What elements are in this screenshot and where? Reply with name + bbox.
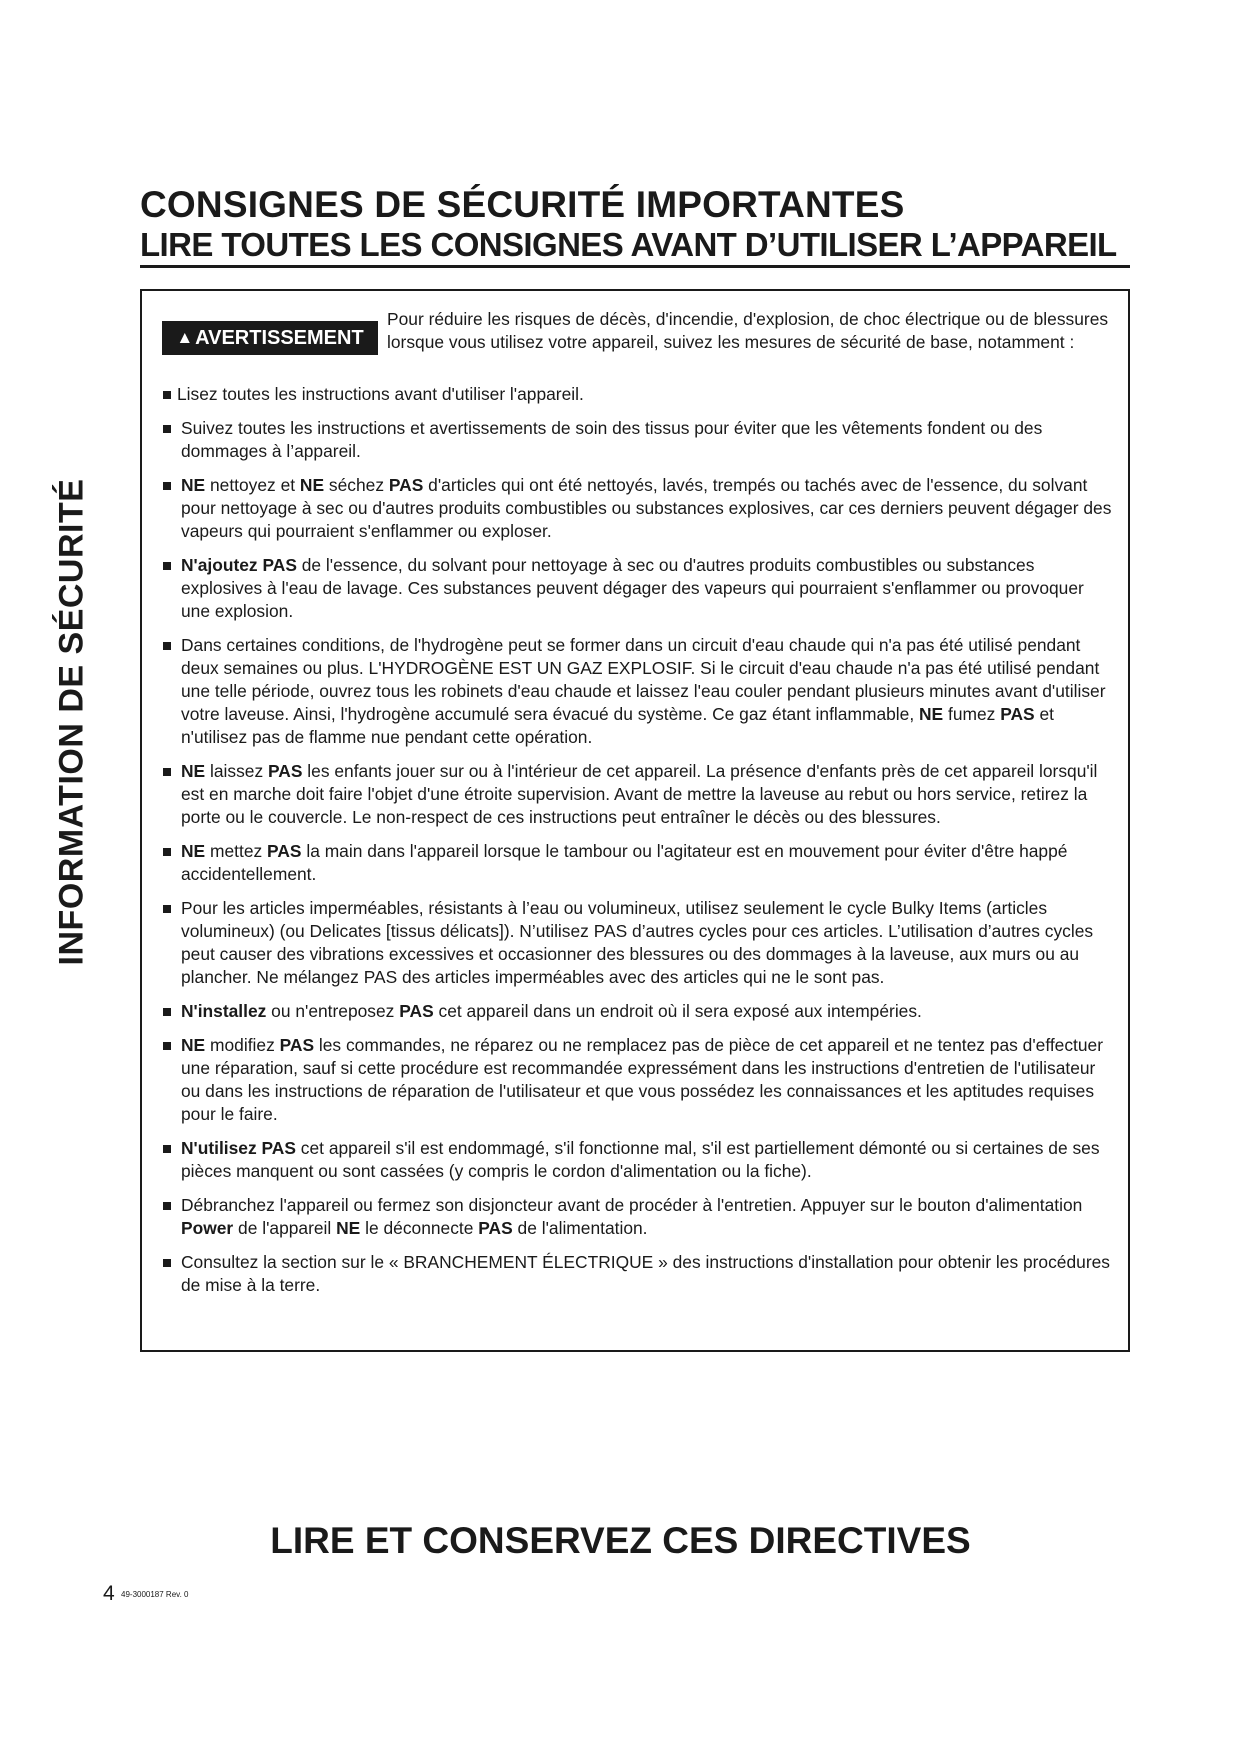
item-text: Lisez toutes les instructions avant d'utiliser l'appareil. bbox=[177, 384, 584, 404]
item-text: les commandes, ne réparez ou ne remplacez pas de pièce de cet appareil et ne tentez pas d'effectuer une réparation, sauf si cette procédure est recommandée expressément dans les instructions d'entretien de l'utilisateur ou dans les instructions de réparation de l'utilisateur et que vous possédez les connaissances et les aptitudes requises pour le faire. bbox=[181, 1035, 1104, 1124]
warning-badge-label: AVERTISSEMENT bbox=[195, 326, 364, 349]
item-text: nettoyez et bbox=[205, 475, 300, 495]
item-text: d'articles qui ont été nettoyés, lavés, trempés ou tachés avec de l'essence, du solvant pour nettoyage à sec ou d'autres produits combustibles ou substances explosives, car ces derniers peuvent dégager des vapeurs qui pourraient s'enflammer ou exploser. bbox=[181, 475, 1112, 541]
emphasis-text: N'installez bbox=[181, 1001, 267, 1021]
item-text: Dans certaines conditions, de l'hydrogène peut se former dans un circuit d'eau chaude qui n'a pas été utilisé pendant deux semaines ou plus. L'HYDROGÈNE EST UN GAZ EXPLOSIF. Si le circuit d'eau chaude n'a pas été utilisé pendant une telle période, ouvrez tous les robinets d'eau chaude et laissez l'eau couler pendant plusieurs minutes avant d'utiliser votre laveuse. Ainsi, l'hydrogène accumulé sera évacué du système. Ce gaz étant inflammable, bbox=[181, 635, 1106, 724]
warning-box bbox=[140, 289, 1130, 1352]
emphasis-text: NE bbox=[181, 761, 206, 781]
list-item bbox=[162, 1194, 1112, 1240]
item-text: modifiez bbox=[205, 1035, 280, 1055]
footer-title: LIRE ET CONSERVEZ CES DIRECTIVES bbox=[270, 1520, 971, 1561]
list-item bbox=[162, 840, 1112, 886]
page-number: 4 bbox=[103, 1582, 115, 1605]
emphasis-text: PAS bbox=[478, 1218, 513, 1238]
item-text: cet appareil s'il est endommagé, s'il fonctionne mal, s'il est partiellement démonté ou si certaines de ses pièces manquent ou sont cassées (y compris le cordon d'alimentation ou la fiche). bbox=[181, 1138, 1100, 1181]
warning-triangle-icon: ▲ bbox=[176, 328, 194, 347]
item-text: et n'utilisez pas de flamme nue pendant cette opération. bbox=[181, 704, 1054, 747]
item-text: Suivez toutes les instructions et avertissements de soin des tissus pour éviter que les vêtements fondent ou des dommages à l’appareil. bbox=[181, 418, 1043, 461]
item-text: Pour les articles imperméables, résistants à l’eau ou volumineux, utilisez seulement le cycle Bulky Items (articles volumineux) (ou Delicates [tissus délicats]). N’utilisez PAS d’autres cycles pour ces articles. L’utilisation d’autres cycles peut causer des vibrations excessives et occasionner des blessures ou des dommages à la laveuse, aux murs ou au plancher. Ne mélangez PAS des articles imperméables avec des articles qui ne le sont pas. bbox=[181, 898, 1094, 987]
list-item bbox=[162, 1034, 1112, 1126]
emphasis-text: NE bbox=[181, 475, 206, 495]
item-text: séchez bbox=[324, 475, 389, 495]
emphasis-text: NE bbox=[181, 841, 206, 861]
item-text: les enfants jouer sur ou à l'intérieur de cet appareil. La présence d'enfants près de cet appareil lorsqu'il est en marche doit faire l'objet d'une étroite supervision. Avant de mettre la laveuse au rebut ou hors service, retirez la porte ou le couvercle. Le non-respect de ces instructions peut entraîner le décès ou des blessures. bbox=[181, 761, 1098, 827]
item-text: cet appareil dans un endroit où il sera exposé aux intempéries. bbox=[433, 1001, 922, 1021]
emphasis-text: NE bbox=[299, 475, 325, 495]
item-text: de l'appareil bbox=[233, 1218, 337, 1238]
item-text: Consultez la section sur le « BRANCHEMENT ÉLECTRIQUE » des instructions d'installation pour obtenir les procédures de mise à la terre. bbox=[181, 1252, 1110, 1295]
emphasis-text: PAS bbox=[267, 841, 302, 861]
list-item bbox=[162, 417, 1112, 463]
warning-intro: Pour réduire les risques de décès, d'incendie, d'explosion, de choc électrique ou de blessures lorsque vous utilisez votre appareil, suivez les mesures de sécurité de base, notamment : bbox=[387, 309, 1109, 352]
safety-instructions-list bbox=[162, 383, 1112, 1308]
emphasis-text: PAS bbox=[388, 475, 424, 495]
item-text: ou n'entreposez bbox=[266, 1001, 400, 1021]
list-item bbox=[162, 474, 1112, 543]
list-item bbox=[162, 554, 1112, 623]
item-text: le déconnecte bbox=[360, 1218, 479, 1238]
page-title: CONSIGNES DE SÉCURITÉ IMPORTANTES bbox=[140, 184, 905, 225]
item-text: fumez bbox=[943, 704, 1001, 724]
list-item bbox=[162, 1137, 1112, 1183]
emphasis-text: NE bbox=[918, 704, 944, 724]
emphasis-text: Power bbox=[181, 1218, 234, 1238]
emphasis-text: PAS bbox=[268, 761, 303, 781]
warning-badge bbox=[162, 321, 378, 355]
item-text: laissez bbox=[205, 761, 268, 781]
emphasis-text: NE bbox=[336, 1218, 361, 1238]
item-text: mettez bbox=[205, 841, 268, 861]
emphasis-text: N'ajoutez bbox=[181, 555, 258, 575]
emphasis-text: PAS bbox=[279, 1035, 315, 1055]
list-item bbox=[162, 634, 1112, 749]
list-item bbox=[162, 1251, 1112, 1297]
side-section-label-text: INFORMATION DE SÉCURITÉ bbox=[52, 478, 91, 966]
emphasis-text: NE bbox=[181, 1035, 206, 1055]
item-text: la main dans l'appareil lorsque le tambour ou l'agitateur est en mouvement pour éviter d'être happé accidentellement. bbox=[181, 841, 1068, 884]
emphasis-text: PAS bbox=[399, 1001, 434, 1021]
page-subtitle: LIRE TOUTES LES CONSIGNES AVANT D’UTILISER L’APPAREIL bbox=[140, 228, 1130, 268]
emphasis-text: PAS bbox=[1000, 704, 1035, 724]
list-item bbox=[162, 383, 1112, 406]
emphasis-text: PAS bbox=[262, 555, 297, 575]
item-text: de l'essence, du solvant pour nettoyage à sec ou d'autres produits combustibles ou substances explosives à l'eau de lavage. Ces substances peuvent dégager des vapeurs qui pourraient s'enflammer ou provoquer une explosion. bbox=[181, 555, 1084, 621]
list-item bbox=[162, 760, 1112, 829]
emphasis-text: N'utilisez PAS bbox=[181, 1138, 296, 1158]
list-item bbox=[162, 1000, 1112, 1023]
document-code: 49-3000187 Rev. 0 bbox=[121, 1590, 189, 1599]
item-text: de l'alimentation. bbox=[512, 1218, 648, 1238]
item-text: Débranchez l'appareil ou fermez son disjoncteur avant de procéder à l'entretien. Appuyer sur le bouton d'alimentation bbox=[181, 1195, 1083, 1215]
list-item bbox=[162, 897, 1112, 989]
